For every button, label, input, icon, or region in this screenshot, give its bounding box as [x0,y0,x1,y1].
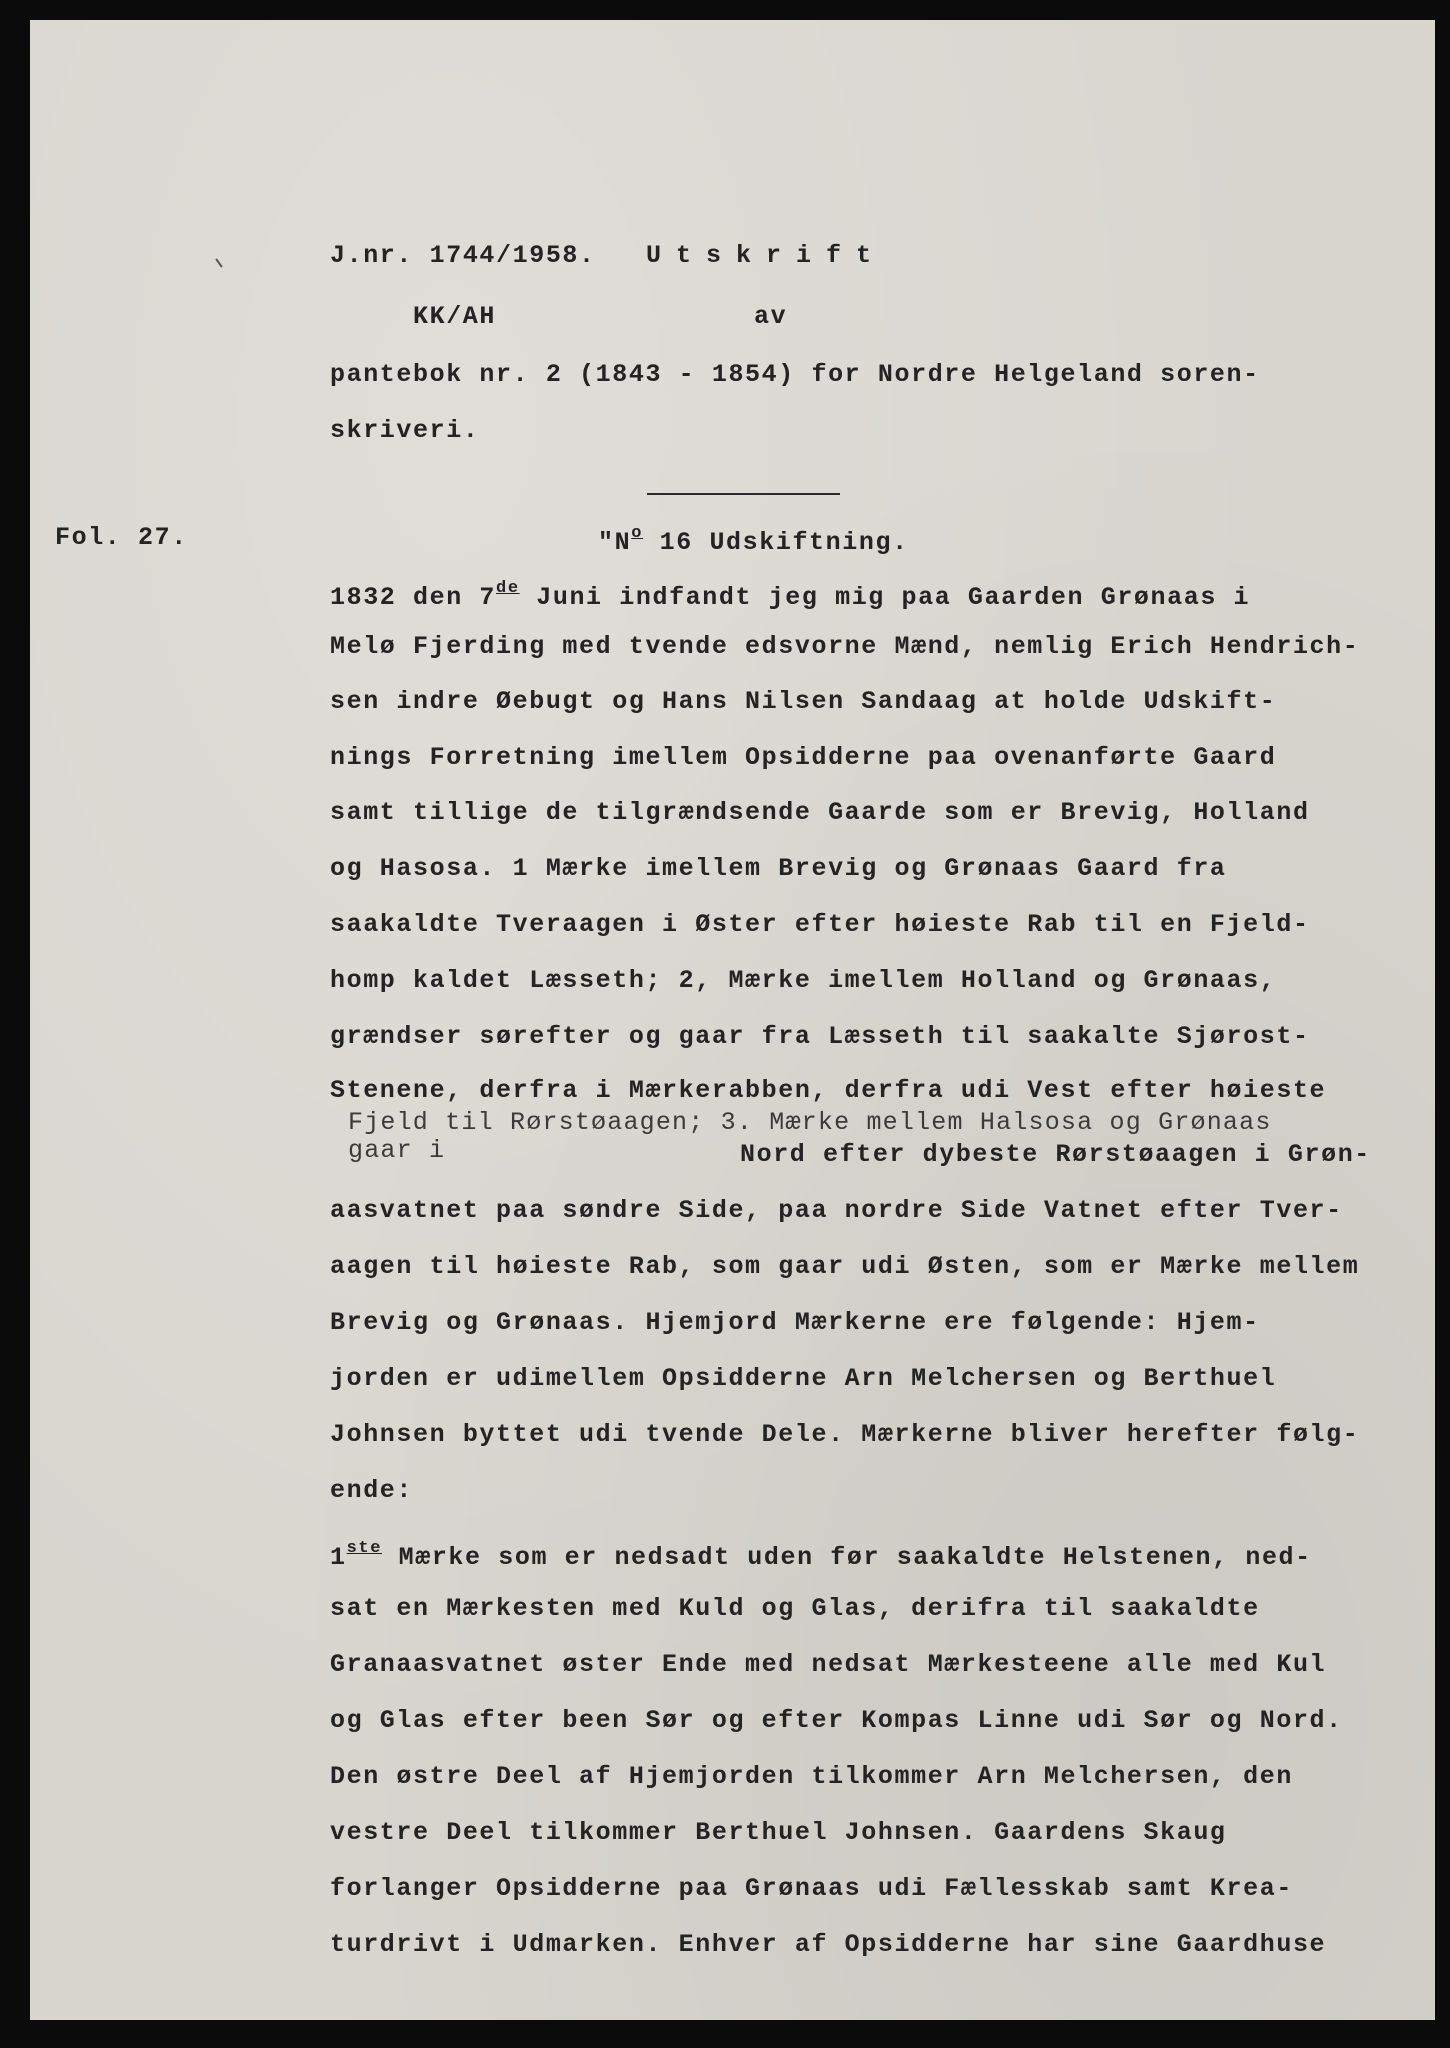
text-line: Den østre Deel af Hjemjorden tilkommer Arn Melchersen, den [330,1762,1293,1791]
journal-number: J.nr. 1744/1958. [330,241,596,270]
subtitle-line-1: pantebok nr. 2 (1843 - 1854) for Nordre Helgeland soren- [330,360,1260,389]
text-line: homp kaldet Læsseth; 2, Mærke imellem Holland og Grønaas, [330,966,1277,995]
line-1-start: 1832 den 7 [330,583,497,612]
line-1-end: Juni indfandt jeg mig paa Gaarden Grønaas i [519,583,1251,612]
mark-1-rest: Mærke som er nedsadt uden før saakaldte Helstenen, ned- [382,1543,1312,1572]
text-line: aasvatnet paa søndre Side, paa nordre Side Vatnet efter Tver- [330,1196,1343,1225]
text-line: aagen til høieste Rab, som gaar udi Østen, som er Mærke mellem [330,1252,1360,1281]
text-line: sat en Mærkesten med Kuld og Glas, derifra til saakaldte [330,1594,1260,1623]
text-line: vestre Deel tilkommer Berthuel Johnsen. Gaardens Skaug [330,1818,1227,1847]
inserted-correction-line-1: Fjeld til Rørstøaagen; 3. Mærke mellem Halsosa og Grønaas [348,1108,1272,1137]
inserted-correction-line-2: gaar i [348,1136,446,1165]
text-line: Stenene, derfra i Mærkerabben, derfra udi Vest efter høieste [330,1076,1327,1105]
document-page [30,20,1435,2020]
text-line: nings Forretning imellem Opsidderne paa ovenanførte Gaard [330,743,1277,772]
text-line: og Hasosa. 1 Mærke imellem Brevig og Grønaas Gaard fra [330,854,1227,883]
text-line: Melø Fjerding med tvende edsvorne Mænd, nemlig Erich Hendrich- [330,632,1360,661]
stray-mark [215,258,222,267]
text-line: forlanger Opsidderne paa Grønaas udi Fællesskab samt Krea- [330,1874,1293,1903]
subtitle-line-2: skriveri. [330,416,480,445]
mark-1-number: 1 [330,1543,347,1572]
heading-rest: 16 Udskiftning. [643,528,909,557]
document-title: Utskrift [646,241,887,270]
text-line: samt tillige de tilgrændsende Gaarde som er Brevig, Holland [330,798,1310,827]
folio-number: Fol. 27. [55,523,188,552]
text-line: turdrivt i Udmarken. Enhver af Opsidderne har sine Gaardhuse [330,1930,1327,1959]
text-line: grændser sørefter og gaar fra Læsseth til saakalte Sjørost- [330,1022,1310,1051]
entry-heading [598,525,909,555]
text-line [330,1540,1312,1570]
text-line: saakaldte Tveraagen i Øster efter høieste Rab til en Fjeld- [330,910,1310,939]
text-line [330,580,1250,610]
text-line: jorden er udimellem Opsidderne Arn Melchersen og Berthuel [330,1364,1277,1393]
heading-sup: o [631,524,644,543]
text-line: Nord efter dybeste Rørstøaagen i Grøn- [740,1140,1371,1169]
mark-1-sup: ste [346,1539,383,1558]
text-line: Johnsen byttet udi tvende Dele. Mærkerne bliver herefter følg- [330,1420,1360,1449]
title-av: av [754,302,788,331]
text-line: Brevig og Grønaas. Hjemjord Mærkerne ere følgende: Hjem- [330,1308,1260,1337]
heading-quote: "N [598,528,632,557]
line-1-sup: de [496,579,520,598]
clerk-initials: KK/AH [413,302,497,331]
text-line: Granaasvatnet øster Ende med nedsat Mærkesteene alle med Kul [330,1650,1327,1679]
text-line: sen indre Øebugt og Hans Nilsen Sandaag at holde Udskift- [330,687,1277,716]
text-line: og Glas efter been Sør og efter Kompas Linne udi Sør og Nord. [330,1706,1343,1735]
text-line: ende: [330,1476,414,1505]
header-divider [647,493,840,495]
